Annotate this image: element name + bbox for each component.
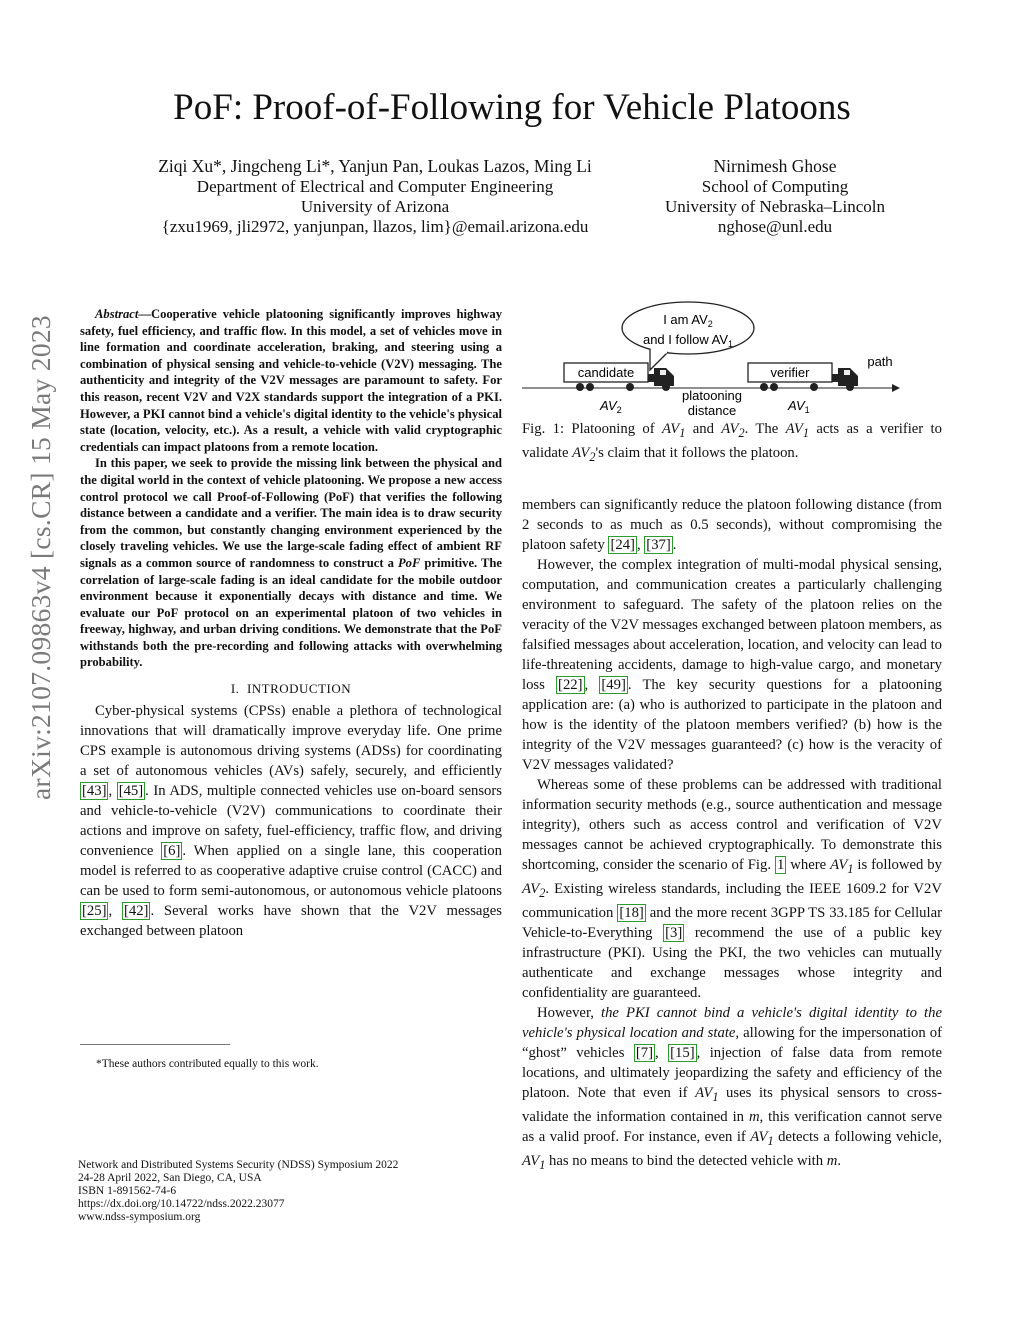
verifier-truck	[748, 363, 858, 391]
cite-15[interactable]: [15]	[670, 1044, 695, 1061]
author-dept-2: School of Computing	[701, 177, 849, 196]
cite-42[interactable]: [42]	[123, 903, 149, 920]
intro-p1c: . When applied on a single lane, this cooperation model is referred to as cooperative adaptive cruise control (CACC) and can be used to form semi-autonomous, or autonomous vehicle platoons	[80, 843, 502, 900]
cite-25[interactable]: [25]	[82, 903, 107, 920]
abstract: Abstract—Cooperative vehicle platooning significantly improves highway safety, fuel efficiency, and traffic flow. In this model, a set of vehicles move in line formation and coordinate acceleration, braking, and steering using a combination of physical sensing and vehicle-to-vehicle (V2V) messaging. The authenticity and integrity of the V2V messages are paramount to safety. For this reason, recent V2V and V2X standards support the integration of a PKI. However, a PKI cannot bind a vehicle's digital identity to the vehicle's physical state (location, velocity, etc.). As a result, a vehicle with valid cryptographic credentials can impact platoons from a remote location. In this paper, we seek to provide the missing link between the physical and the digital world in the context of vehicle platooning. We propose a new access control protocol we call Proof-of-Following (PoF) that verifies the following distance between a candidate and a verifier. The main idea is to draw security from the common, but constantly changing environment experienced by the closely traveling vehicles. We use the large-scale fading effect of ambient RF signals as a common source of randomness to construct a PoF primitive. The correlation of large-scale fading is an ideal candidate for the mobile outdoor environment because it exponentially decays with distance and time. We evaluate our PoF protocol on an experimental platoon of two vehicles in freeway, highway, and urban driving conditions. We demonstrate that the PoF withstands both the pre-recording and following attacks with overwhelming probability.	[80, 307, 503, 670]
right-p4e: , this verification cannot serve as a valid proof. For instance, even if	[522, 1108, 942, 1145]
cite-3[interactable]: [3]	[665, 924, 683, 941]
ndss-line-1: Network and Distributed Systems Security (NDSS) Symposium 2022	[78, 1159, 399, 1171]
cite-24[interactable]: [24]	[610, 536, 635, 553]
ndss-line-2: 24-28 April 2022, San Diego, CA, USA	[78, 1172, 262, 1184]
caption-b: and	[685, 421, 722, 437]
ndss-info	[78, 1159, 498, 1224]
right-p1a: members can significantly reduce the platoon following distance (from 2 seconds to as much as 0.5 seconds), without compromising the platoon safety	[522, 496, 942, 553]
right-p4h: .	[837, 1152, 842, 1169]
bubble-line-1: I am $AV_2$	[663, 312, 713, 329]
author-names-1: Ziqi Xu*, Jingcheng Li*, Yanjun Pan, Loukas Lazos, Ming Li	[158, 156, 592, 176]
left-column	[80, 306, 502, 941]
right-p2a: However, the complex integration of multi-modal physical sensing, computation, and communication creates a particularly challenging environment to safeguard. The safety of the platoon relies on the veracity of the V2V messages exchanged between platoon members, as falsified messages about acceleration, location, and velocity can lead to life-threatening accidents, damage to high-value cargo, and monetary loss	[522, 556, 942, 693]
path-label: path	[867, 354, 893, 369]
cite-43[interactable]: [43]	[82, 783, 107, 800]
abstract-p1: Cooperative vehicle platooning significantly improves highway safety, fuel efficiency, and traffic flow. In this model, a set of vehicles move in line formation and coordinate acceleration, braking, and steering using a combination of physical sensing and vehicle-to-vehicle (V2V) messaging. The authenticity and integrity of the V2V messages are paramount to safety. For this reason, recent V2V and V2X standards support the integration of a PKI. However, a PKI cannot bind a vehicle's digital identity to the vehicle's physical state (location, velocity, etc.). As a result, a vehicle with valid cryptographic credentials can impact platoons from a remote location.	[80, 307, 502, 454]
bubble-line-2: and I follow $AV_1$	[642, 332, 734, 349]
intro-p1a: Cyber-physical systems (CPSs) enable a plethora of technological innovations that will dramatically improve everyday life. One prime CPS example is autonomous driving systems (ADSs) for coordinating a set of autonomous vehicles (AVs) safely, securely, and efficiently	[80, 703, 502, 780]
right-p4g: has no means to bind the detected vehicle with	[545, 1152, 827, 1169]
right-body: members can significantly reduce the platoon following distance (from 2 seconds to as much as 0.5 seconds), without compromising the platoon safety [24] , [37] . However, the complex integration of multi-modal physical sensing, computation, and communication creates a particularly challenging environment to safeguard. The safety of the platoon relies on the veracity of the V2V messages exchanged between platoon members, as falsified messages about acceleration, location, and velocity can lead to life-threatening accidents, damage to high-value cargo, and monetary loss [22] , [49] . The key security questions for a platooning application are: (a) who is authorized to participate in the platoon and how is the identity of the platoon members verified? (b) how is the integrity of the V2V messages guaranteed? (c) how is the veracity of V2V messages validated? Whereas some of these problems can be addressed with traditional information security methods (e.g., source authentication and message integrity), others such as access control and verification of V2V messages cannot be achieved cryptographically. To demonstrate this shortcoming, consider the scenario of Fig. 1 where $AV_1$ is followed by $AV_2$. Existing wireless standards, including the IEEE 1609.2 for V2V communication [18] and the more recent 3GPP TS 33.185 for Cellular Vehicle-to-Everything [3] recommend the use of a public key infrastructure (PKI). Using the PKI, the two vehicles can mutually authenticate and exchange messages whose integrity and confidentiality are guaranteed. However, the PKI cannot bind a vehicle's digital identity to the vehicle's physical location and state, allowing for the impersonation of “ghost” vehicles [7] , [15] , injection of false data from remote locations, and ultimately jeopardizing the safety and efficiency of the platoon. Note that even if $AV_1$ uses its physical sensors to cross-validate the information contained in m, this verification cannot serve as a valid proof. For instance, even if $AV_1$ detects a following vehicle, $AV_1$ has no means to bind the detected vehicle with m.	[522, 496, 943, 1172]
caption-c: . The	[744, 421, 786, 437]
right-p4d: uses its physical sensors to cross-validate the information contained in	[522, 1084, 943, 1125]
sym-av1: $AV_1$	[750, 1128, 774, 1148]
author-block-2	[650, 156, 900, 237]
right-p4f: detects a following vehicle,	[773, 1128, 942, 1145]
author-email-2: nghose@unl.edu	[717, 217, 833, 236]
cite-37[interactable]: [37]	[646, 536, 671, 553]
author-email-1: {zxu1969, jli2972, yanjunpan, llazos, lim}@email.arizona.edu	[161, 217, 589, 236]
right-column	[522, 419, 942, 1175]
candidate-truck	[564, 363, 674, 391]
intro-p1b: . In ADS, multiple connected vehicles use on-board sensors and vehicle-to-vehicle (V2V) communications to coordinate their actions and improve on safety, fuel-efficiency, traffic flow, and driving convenience	[80, 783, 502, 860]
verifier-label: verifier	[770, 365, 810, 380]
author-names-2: Nirnimesh Ghose	[713, 156, 837, 176]
intro-p1d: . Several works have shown that the V2V messages exchanged between platoon	[80, 903, 503, 940]
ndss-doi-link[interactable]: https://dx.doi.org/10.14722/ndss.2022.23077	[78, 1198, 285, 1210]
sym-m: m	[748, 1108, 760, 1125]
figure-caption	[522, 419, 942, 467]
sym-av1: $AV_1$	[522, 1152, 546, 1172]
distance-label-1: platooning	[682, 388, 742, 403]
section-num: I.	[230, 681, 240, 697]
right-p3a: Whereas some of these problems can be addressed with traditional information security methods (e.g., source authentication and message integrity), others such as access control and verification of V2V messages cannot be achieved cryptographically. To demonstrate this shortcoming, consider the scenario of Fig.	[522, 776, 942, 873]
figure-1	[520, 300, 930, 422]
paper-title: PoF: Proof-of-Following for Vehicle Platoons	[173, 87, 851, 128]
author-block-1	[130, 156, 620, 237]
author-dept-1: Department of Electrical and Computer Engineering	[196, 177, 554, 196]
sym-av2: $AV_2$	[522, 880, 546, 900]
ndss-line-3: ISBN 1-891562-74-6	[78, 1185, 177, 1197]
right-p3c: is followed by	[853, 856, 942, 873]
av2-label: $AV_2$	[600, 398, 622, 415]
cite-fig-1[interactable]: 1	[776, 856, 785, 873]
section-title: INTRODUCTION	[246, 681, 352, 697]
right-p4c: , injection of false data from remote locations, and ultimately jeopardizing the safety and efficiency of the platoon. Note that even if	[522, 1044, 942, 1101]
section-heading	[80, 681, 502, 697]
sym-av2: $AV_2$	[721, 421, 745, 440]
right-p2b: . The key security questions for a platooning application are: (a) who is authorized to participate in the platoon and how is the identity of the platoon members verified? (b) how is the integrity of the V2V messages guaranteed? (c) how is the veracity of V2V messages validated?	[522, 676, 943, 773]
distance-label-2: distance	[687, 403, 737, 418]
av1-label: $AV_1$	[788, 398, 810, 415]
caption-e: 's claim that it follows the platoon.	[595, 444, 799, 461]
caption-a: Fig. 1: Platooning of	[522, 421, 663, 437]
cite-7[interactable]: [7]	[635, 1044, 653, 1061]
cite-49[interactable]: [49]	[601, 676, 626, 693]
right-p3e: and the more recent 3GPP TS 33.185 for Cellular Vehicle-to-Everything	[522, 904, 942, 941]
right-p1b: .	[672, 536, 677, 553]
sym-m: m	[826, 1152, 838, 1169]
footnote-rule	[80, 1044, 230, 1045]
sym-av2: $AV_2$	[572, 444, 596, 464]
right-p3d: . Existing wireless standards, including the IEEE 1609.2 for V2V communication	[522, 880, 942, 921]
sym-av1: $AV_1$	[662, 421, 686, 440]
abstract-pof: PoF	[397, 555, 421, 570]
candidate-label: candidate	[577, 365, 635, 380]
cite-6[interactable]: [6]	[163, 843, 181, 860]
right-p4-italic: the PKI cannot bind a vehicle's digital identity to the vehicle's physical location and state,	[522, 1004, 942, 1041]
right-p4b: allowing for the impersonation of “ghost” vehicles	[522, 1024, 943, 1061]
arxiv-stamp: arXiv:2107.09863v4 [cs.CR] 15 May 2023	[25, 315, 56, 800]
sym-av1: $AV_1$	[695, 1084, 719, 1104]
cite-45[interactable]: [45]	[118, 783, 144, 800]
cite-22[interactable]: [22]	[558, 676, 583, 693]
author-affil-1: University of Arizona	[300, 197, 450, 216]
intro-text: Cyber-physical systems (CPSs) enable a plethora of technological innovations that will dramatically improve everyday life. One prime CPS example is autonomous driving systems (ADSs) for coordinating a set of autonomous vehicles (AVs) safely, securely, and efficiently [43] , [45] . In ADS, multiple connected vehicles use on-board sensors and vehicle-to-vehicle (V2V) communications to coordinate their actions and improve on safety, fuel-efficiency, traffic flow, and driving convenience [6] . When applied on a single lane, this cooperation model is referred to as cooperative adaptive cruise control (CACC) and can be used to form semi-autonomous, or autonomous vehicle platoons [25] , [42] . Several works have shown that the V2V messages exchanged between platoon	[80, 703, 503, 940]
abstract-p2b: primitive. The correlation of large-scale fading is an ideal candidate for the mobile outdoor environment because it exponentially decays with distance and time. We evaluate our PoF protocol on an experimental platoon of two vehicles in freeway, highway, and urban driving conditions. We demonstrate that the PoF withstands both the pre-recording and following attacks with overwhelming probability.	[80, 555, 503, 670]
abstract-p2a: In this paper, we seek to provide the missing link between the physical and the digital world in the context of vehicle platooning. We propose a new access control protocol we call Proof-of-Following (PoF) that verifies the following distance between a candidate and a verifier. The main idea is to draw security from the common, but constantly changing environment experienced by the closely traveling vehicles. We use the large-scale fading effect of ambient RF signals as a common source of randomness to construct a	[80, 456, 502, 570]
ndss-website-link[interactable]: www.ndss-symposium.org	[78, 1211, 201, 1223]
sym-av1: $AV_1$	[830, 856, 854, 876]
sym-av1: $AV_1$	[785, 421, 809, 440]
caption-d: acts as a verifier to validate	[522, 421, 942, 461]
right-p3f: recommend the use of a public key infrastructure (PKI). Using the PKI, the two vehicles can mutually authenticate and exchange messages whose integrity and confidentiality are guaranteed.	[522, 924, 942, 1001]
author-affil-2: University of Nebraska–Lincoln	[665, 197, 885, 216]
right-p3b: where	[786, 856, 831, 873]
cite-18[interactable]: [18]	[619, 904, 644, 921]
footnote: *These authors contributed equally to this work.	[96, 1058, 319, 1070]
abstract-label: Abstract	[95, 307, 139, 321]
right-p4a: However,	[537, 1004, 601, 1021]
